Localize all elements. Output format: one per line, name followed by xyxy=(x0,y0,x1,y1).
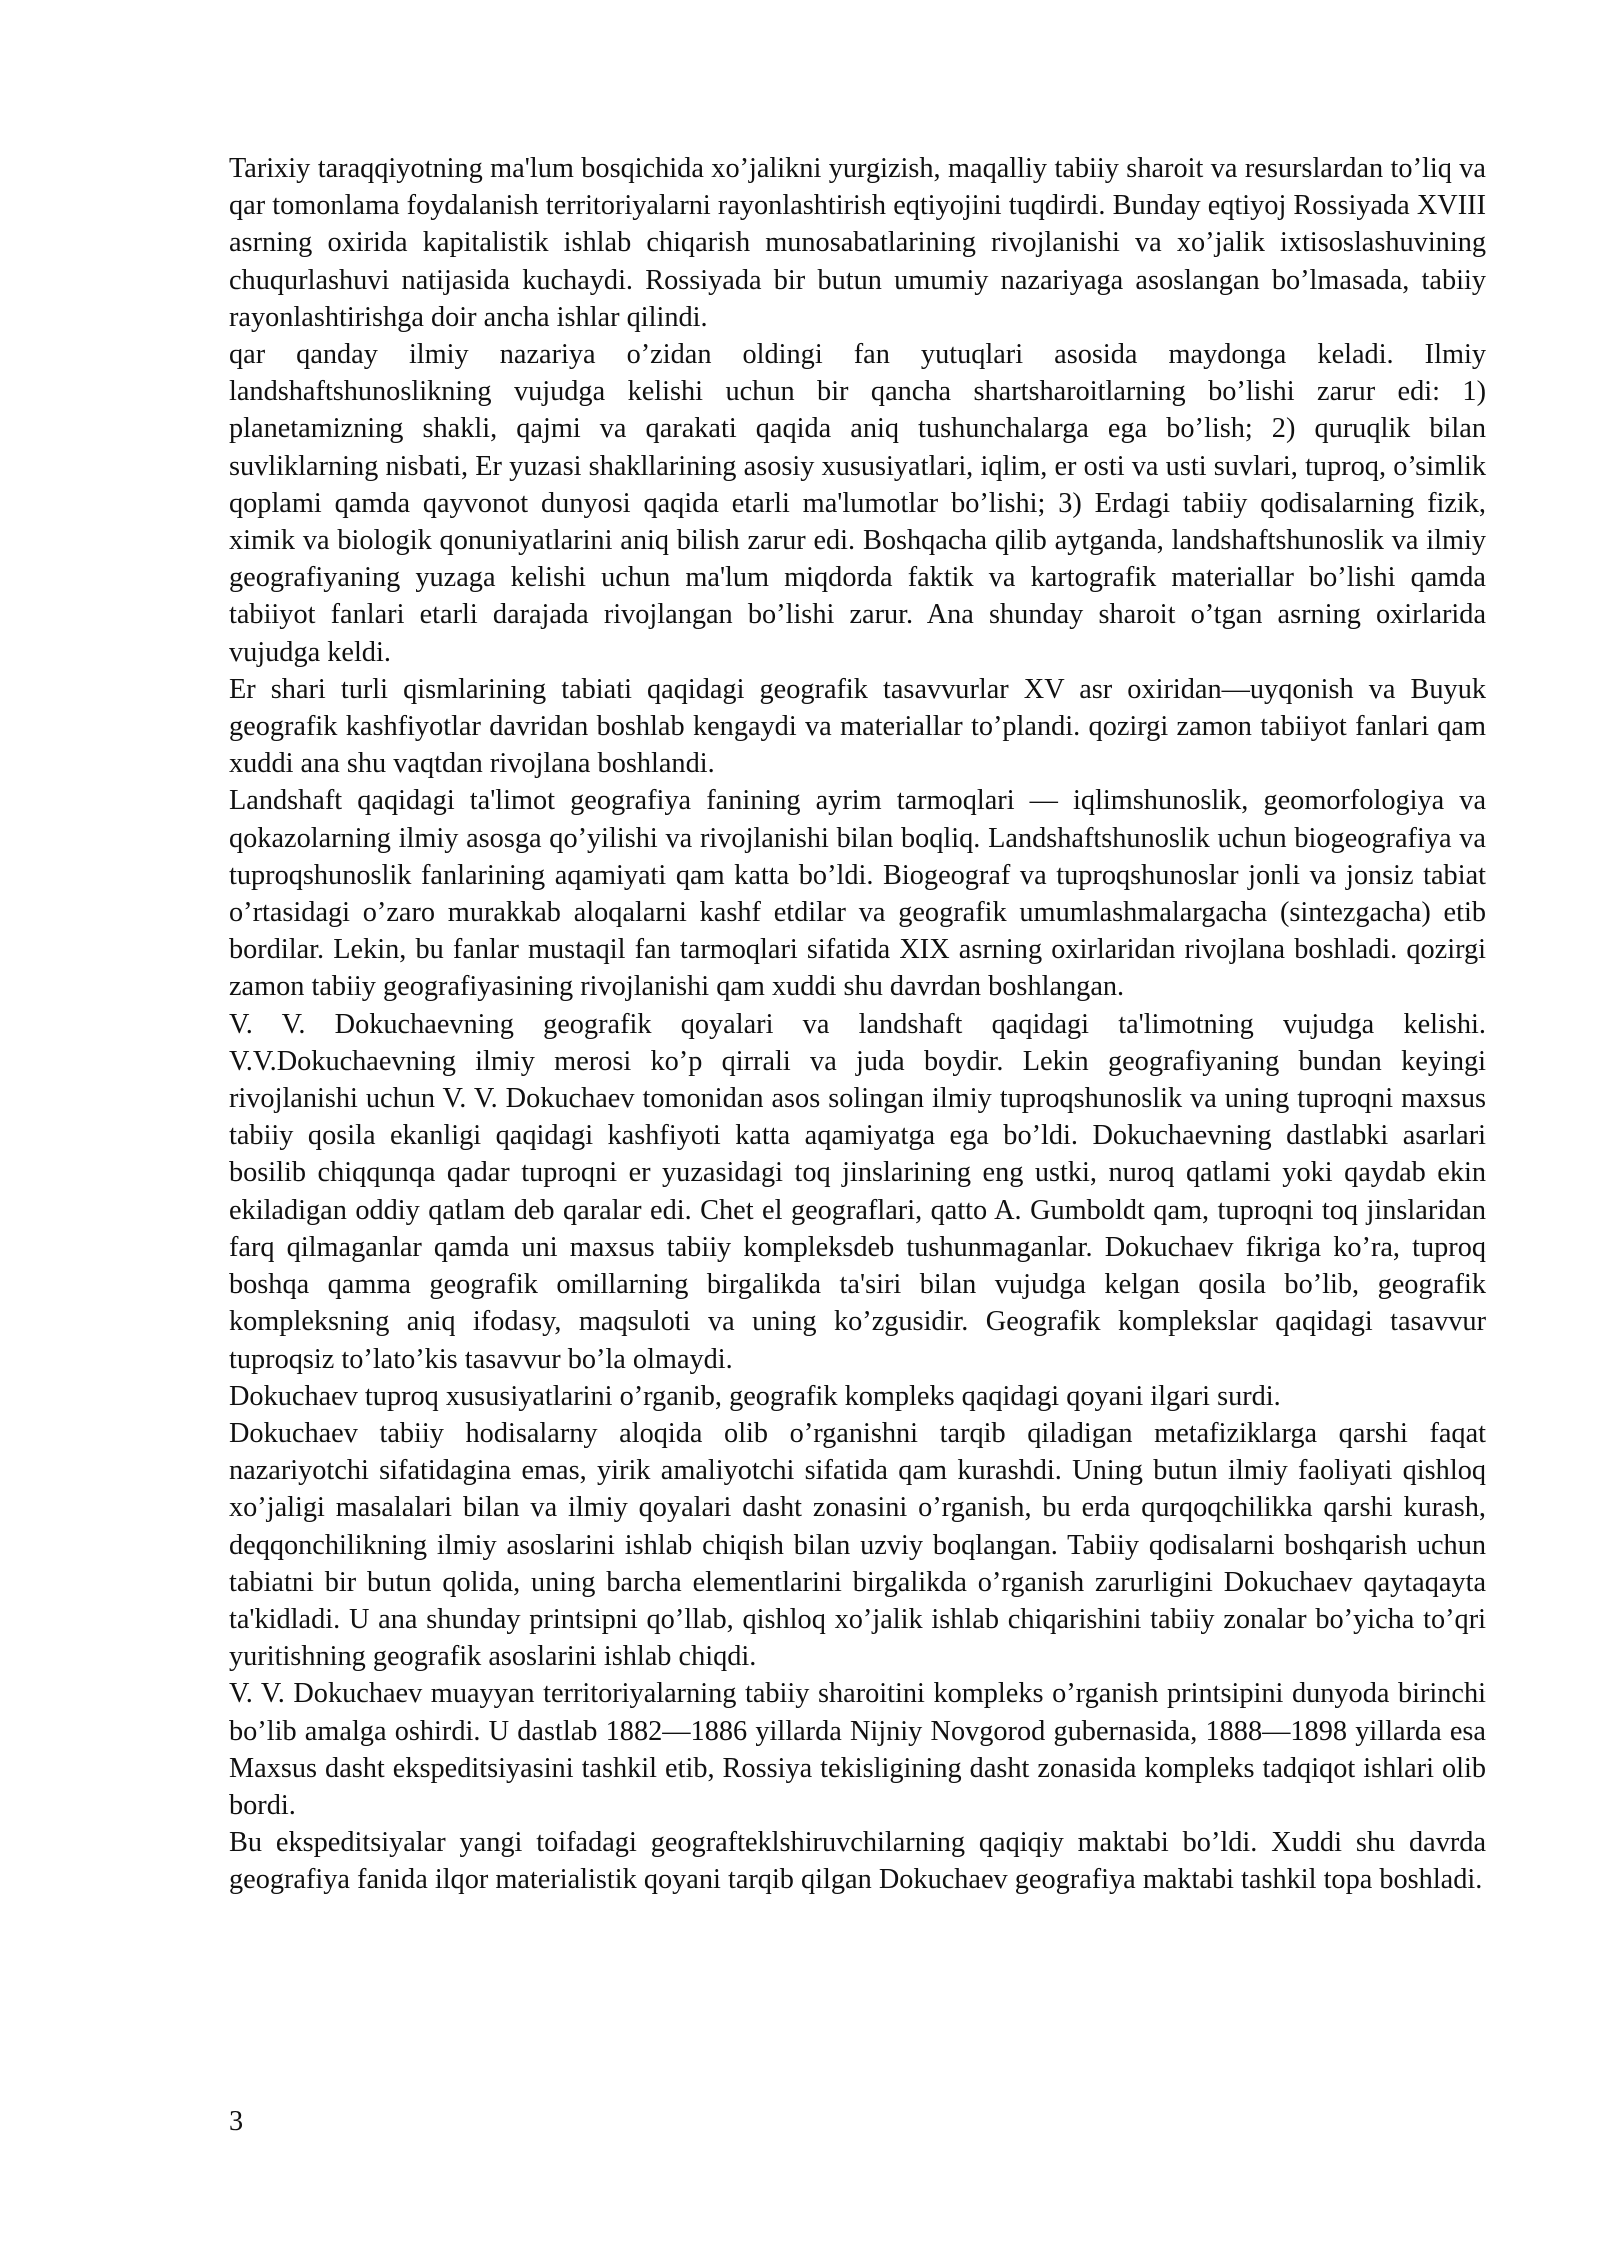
paragraph: Landshaft qaqidagi ta'limot geografiya fanining ayrim tarmoqlari — iqlimshunoslik, geomorfologiya va qokazolarning ilmiy asosga qo’yilishi va rivojlanishi bilan boqliq. Landshaftshunoslik uchun biogeografiya va tuproqshunoslik fanlarining aqamiyati qam katta bo’ldi. Biogeograf va tuproqshunoslar jonli va jonsiz tabiat o’rtasidagi o’zaro murakkab aloqalarni kashf etdilar va geografik umumlashmalargacha (sintezgacha) etib bordilar. Lekin, bu fanlar mustaqil fan tarmoqlari sifatida XIX asrning oxirlaridan rivojlana boshladi. qozirgi zamon tabiiy geografiyasining rivojlanishi qam xuddi shu davrdan boshlangan. xyxy=(229,785,1486,1003)
paragraph: Dokuchaev tuproq xususiyatlarini o’rganib, geografik kompleks qaqidagi qoyani ilgari surdi. xyxy=(229,1380,1281,1412)
paragraph: Bu ekspeditsiyalar yangi toifadagi geografteklshiruvchilarning qaqiqiy maktabi bo’ldi. Xuddi shu davrda geografiya fanida ilqor materialistik qoyani tarqib qilgan Dokuchaev geografiya maktabi tashkil topa boshladi. xyxy=(229,1827,1486,1896)
paragraph: V. V. Dokuchaevning geografik qoyalari va landshaft qaqidagi ta'limotning vujudga kelishi. V.V.Dokuchaevning ilmiy merosi ko’p qirrali va juda boydir. Lekin geografiyaning bundan keyingi rivojlanishi uchun V. V. Dokuchaev tomonidan asos solingan ilmiy tuproqshunoslik va uning tuproqni maxsus tabiiy qosila ekanligi qaqidagi kashfiyoti katta aqamiyatga ega bo’ldi. Dokuchaevning dastlabki asarlari bosilib chiqqunqa qadar tuproqni er yuzasidagi toq jinslarining eng ustki, nuroq qatlami yoki qaydab ekin ekiladigan oddiy qatlam deb qaralar edi. Chet el geograflari, qatto A. Gumboldt qam, tuproqni toq jinslaridan farq qilmaganlar qamda uni maxsus tabiiy kompleksdeb tushunmaganlar. Dokuchaev fikriga ko’ra, tuproq boshqa qamma geografik omillarning birgalikda ta'siri bilan vujudga kelgan qosila bo’lib, geografik kompleksning aniq ifodasy, maqsuloti va uning ko’zgusidir. Geografik komplekslar qaqidagi tasavvur tuproqsiz to’lato’kis tasavvur bo’la olmaydi. xyxy=(229,1008,1486,1375)
document-body xyxy=(229,150,1486,1899)
paragraph: qar qanday ilmiy nazariya o’zidan oldingi fan yutuqlari asosida maydonga keladi. Ilmiy landshaftshunoslikning vujudga kelishi uchun bir qancha shartsharoitlarning bo’lishi zarur edi: 1) planetamizning shakli, qajmi va qarakati qaqida aniq tushunchalarga ega bo’lish; 2) quruqlik bilan suvliklarning nisbati, Er yuzasi shakllarining asosiy xususiyatlari, iqlim, er osti va usti suvlari, tuproq, o’simlik qoplami qamda qayvonot dunyosi qaqida etarli ma'lumotlar bo’lishi; 3) Erdagi tabiiy qodisalarning fizik, ximik va biologik qonuniyatlarini aniq bilish zarur edi. Boshqacha qilib aytganda, landshaftshunoslik va ilmiy geografiyaning yuzaga kelishi uchun ma'lum miqdorda faktik va kartografik materiallar bo’lishi qamda tabiiyot fanlari etarli darajada rivojlangan bo’lishi zarur. Ana shunday sharoit o’tgan asrning oxirlarida vujudga keldi. xyxy=(229,339,1486,668)
page-number: 3 xyxy=(229,2106,244,2137)
paragraph: Er shari turli qismlarining tabiati qaqidagi geografik tasavvurlar XV asr oxiridan—uyqonish va Buyuk geografik kashfiyotlar davridan boshlab kengaydi va materiallar to’plandi. qozirgi zamon tabiiyot fanlari qam xuddi ana shu vaqtdan rivojlana boshlandi. xyxy=(229,673,1486,780)
paragraph: V. V. Dokuchaev muayyan territoriyalarning tabiiy sharoitini kompleks o’rganish printsipini dunyoda birinchi bo’lib amalga oshirdi. U dastlab 1882—1886 yillarda Nijniy Novgorod gubernasida, 1888—1898 yillarda esa Maxsus dasht ekspeditsiyasini tashkil etib, Rossiya tekisligining dasht zonasida kompleks tadqiqot ishlari olib bordi. xyxy=(229,1678,1486,1821)
paragraph: Tarixiy taraqqiyotning ma'lum bosqichida xo’jalikni yurgizish, maqalliy tabiiy sharoit va resurslardan to’liq va qar tomonlama foydalanish territoriyalarni rayonlashtirish eqtiyojini tuqdirdi. Bunday eqtiyoj Rossiyada XVIII asrning oxirida kapitalistik ishlab chiqarish munosabatlarining rivojlanishi va xo’jalik ixtisoslashuvining chuqurlashuvi natijasida kuchaydi. Rossiyada bir butun umumiy nazariyaga asoslangan bo’lmasada, tabiiy rayonlashtirishga doir ancha ishlar qilindi. xyxy=(229,153,1486,333)
paragraph: Dokuchaev tabiiy hodisalarny aloqida olib o’rganishni tarqib qiladigan metafiziklarga qarshi faqat nazariyotchi sifatidagina emas, yirik amaliyotchi sifatida qam kurashdi. Uning butun ilmiy faoliyati qishloq xo’jaligi masalalari bilan va ilmiy qoyalari dasht zonasini o’rganish, bu erda qurqoqchilikka qarshi kurash, deqqonchilikning ilmiy asoslarini ishlab chiqish bilan uzviy boqlangan. Tabiiy qodisalarni boshqarish uchun tabiatni bir butun qolida, uning barcha elementlarini birgalikda o’rganish zarurligini Dokuchaev qaytaqayta ta'kidladi. U ana shunday printsipni qo’llab, qishloq xo’jalik ishlab chiqarishini tabiiy zonalar bo’yicha to’qri yuritishning geografik asoslarini ishlab chiqdi. xyxy=(229,1417,1486,1673)
